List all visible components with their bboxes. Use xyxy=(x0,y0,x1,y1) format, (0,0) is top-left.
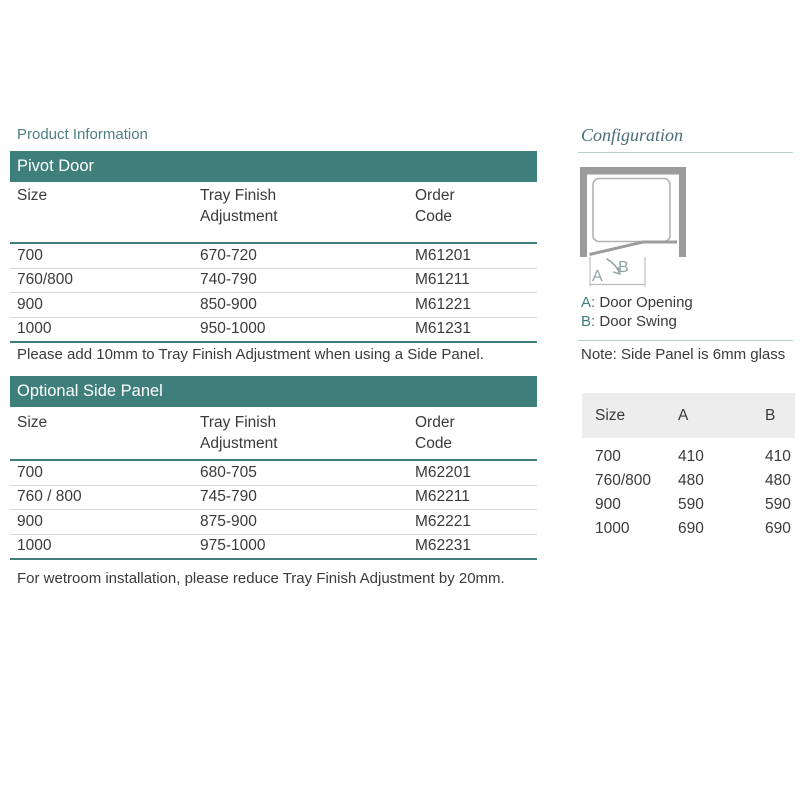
frame-left-wall xyxy=(580,167,587,257)
table-cell: 1000 xyxy=(595,520,630,537)
table-row xyxy=(578,445,795,469)
column-header: A xyxy=(678,406,689,424)
column-header: Size xyxy=(17,414,48,431)
table-cell: 975-1000 xyxy=(200,537,266,555)
table-cell: 740-790 xyxy=(200,271,257,289)
column-header: Tray Finish Adjustment xyxy=(200,414,278,452)
table-cell: 1000 xyxy=(17,320,52,338)
table-cell: 700 xyxy=(17,246,43,264)
table-cell: 760/800 xyxy=(595,472,652,489)
column-header: Size xyxy=(595,406,626,424)
table-cell: 590 xyxy=(765,496,791,513)
table-cell: 745-790 xyxy=(200,488,257,506)
optional-side-panel-band-label: Optional Side Panel xyxy=(17,382,163,400)
legend-door-opening xyxy=(581,294,693,313)
legend-key-a: A: xyxy=(581,294,596,311)
pivot-door-table-header xyxy=(10,185,537,227)
frame-right-wall xyxy=(679,167,686,257)
table-cell: 700 xyxy=(595,448,621,465)
column-header: Tray Finish Adjustment xyxy=(200,187,278,225)
table-row xyxy=(10,269,537,294)
table-cell: 670-720 xyxy=(200,246,257,264)
configuration-title: Configuration xyxy=(581,125,684,145)
table-cell: 950-1000 xyxy=(200,320,266,338)
diagram-label-b: B xyxy=(618,259,629,276)
table-cell: 900 xyxy=(17,512,43,530)
table-cell: M61201 xyxy=(415,246,472,264)
diagram-legend xyxy=(581,294,693,331)
table-cell: M62201 xyxy=(415,463,472,481)
table-cell: 410 xyxy=(765,448,791,465)
dimensions-table-header xyxy=(582,393,795,438)
page-title: Product Information xyxy=(17,126,148,143)
table-cell: 875-900 xyxy=(200,512,257,530)
table-cell: 700 xyxy=(17,463,43,481)
column-header: Order Code xyxy=(415,414,455,452)
divider-line xyxy=(578,340,793,341)
table-cell: M62231 xyxy=(415,537,472,555)
optional-side-panel-table-header xyxy=(10,412,537,454)
table-cell: 410 xyxy=(678,448,704,465)
table-row xyxy=(10,461,537,486)
table-cell: 900 xyxy=(17,295,43,313)
table-cell: 900 xyxy=(595,496,621,513)
legend-door-swing xyxy=(581,313,693,332)
optional-side-panel-band xyxy=(10,376,537,407)
diagram-label-a: A xyxy=(592,268,603,285)
table-cell: M62211 xyxy=(415,488,470,506)
table-cell: 690 xyxy=(765,520,791,537)
table-cell: 480 xyxy=(765,472,791,489)
table-cell: 760/800 xyxy=(17,271,74,289)
table-cell: 680-705 xyxy=(200,463,257,481)
column-header: B xyxy=(765,406,776,424)
door-configuration-diagram xyxy=(580,167,688,291)
table-row xyxy=(10,510,537,535)
table-row xyxy=(578,517,795,541)
table-cell: M61221 xyxy=(415,295,472,313)
table-row xyxy=(578,469,795,493)
table-row xyxy=(10,293,537,318)
table-row xyxy=(10,244,537,269)
optional-side-panel-note: For wetroom installation, please reduce Tray Finish Adjustment by 20mm. xyxy=(17,570,505,587)
dimensions-table xyxy=(578,393,795,541)
table-cell: M61231 xyxy=(415,320,472,338)
table-cell: 480 xyxy=(678,472,704,489)
table-cell: M62221 xyxy=(415,512,472,530)
table-cell: 760 / 800 xyxy=(17,488,82,506)
table-cell: 590 xyxy=(678,496,704,513)
column-header: Size xyxy=(17,187,48,204)
side-panel-glass-note: Note: Side Panel is 6mm glass xyxy=(581,346,786,363)
table-cell: 690 xyxy=(678,520,704,537)
table-row xyxy=(578,493,795,517)
legend-label-b: Door Swing xyxy=(599,312,677,330)
divider-line xyxy=(578,152,793,153)
pivot-door-table-body xyxy=(10,242,537,343)
pivot-door-band xyxy=(10,151,537,182)
table-cell: 850-900 xyxy=(200,295,257,313)
pivot-door-band-label: Pivot Door xyxy=(17,157,95,175)
table-row xyxy=(10,486,537,511)
table-row xyxy=(10,535,537,559)
table-cell: M61211 xyxy=(415,271,470,289)
dimensions-table-body xyxy=(578,445,795,541)
legend-key-b: B: xyxy=(581,312,596,330)
shower-tray xyxy=(593,179,670,242)
legend-label-a: Door Opening xyxy=(599,294,693,311)
table-row xyxy=(10,318,537,342)
table-cell: 1000 xyxy=(17,537,52,555)
pivot-door-note: Please add 10mm to Tray Finish Adjustment when using a Side Panel. xyxy=(17,346,484,363)
optional-side-panel-table-body xyxy=(10,459,537,560)
column-header: Order Code xyxy=(415,187,455,225)
frame-top-bar xyxy=(580,167,686,175)
pivot-door-open xyxy=(590,242,644,255)
